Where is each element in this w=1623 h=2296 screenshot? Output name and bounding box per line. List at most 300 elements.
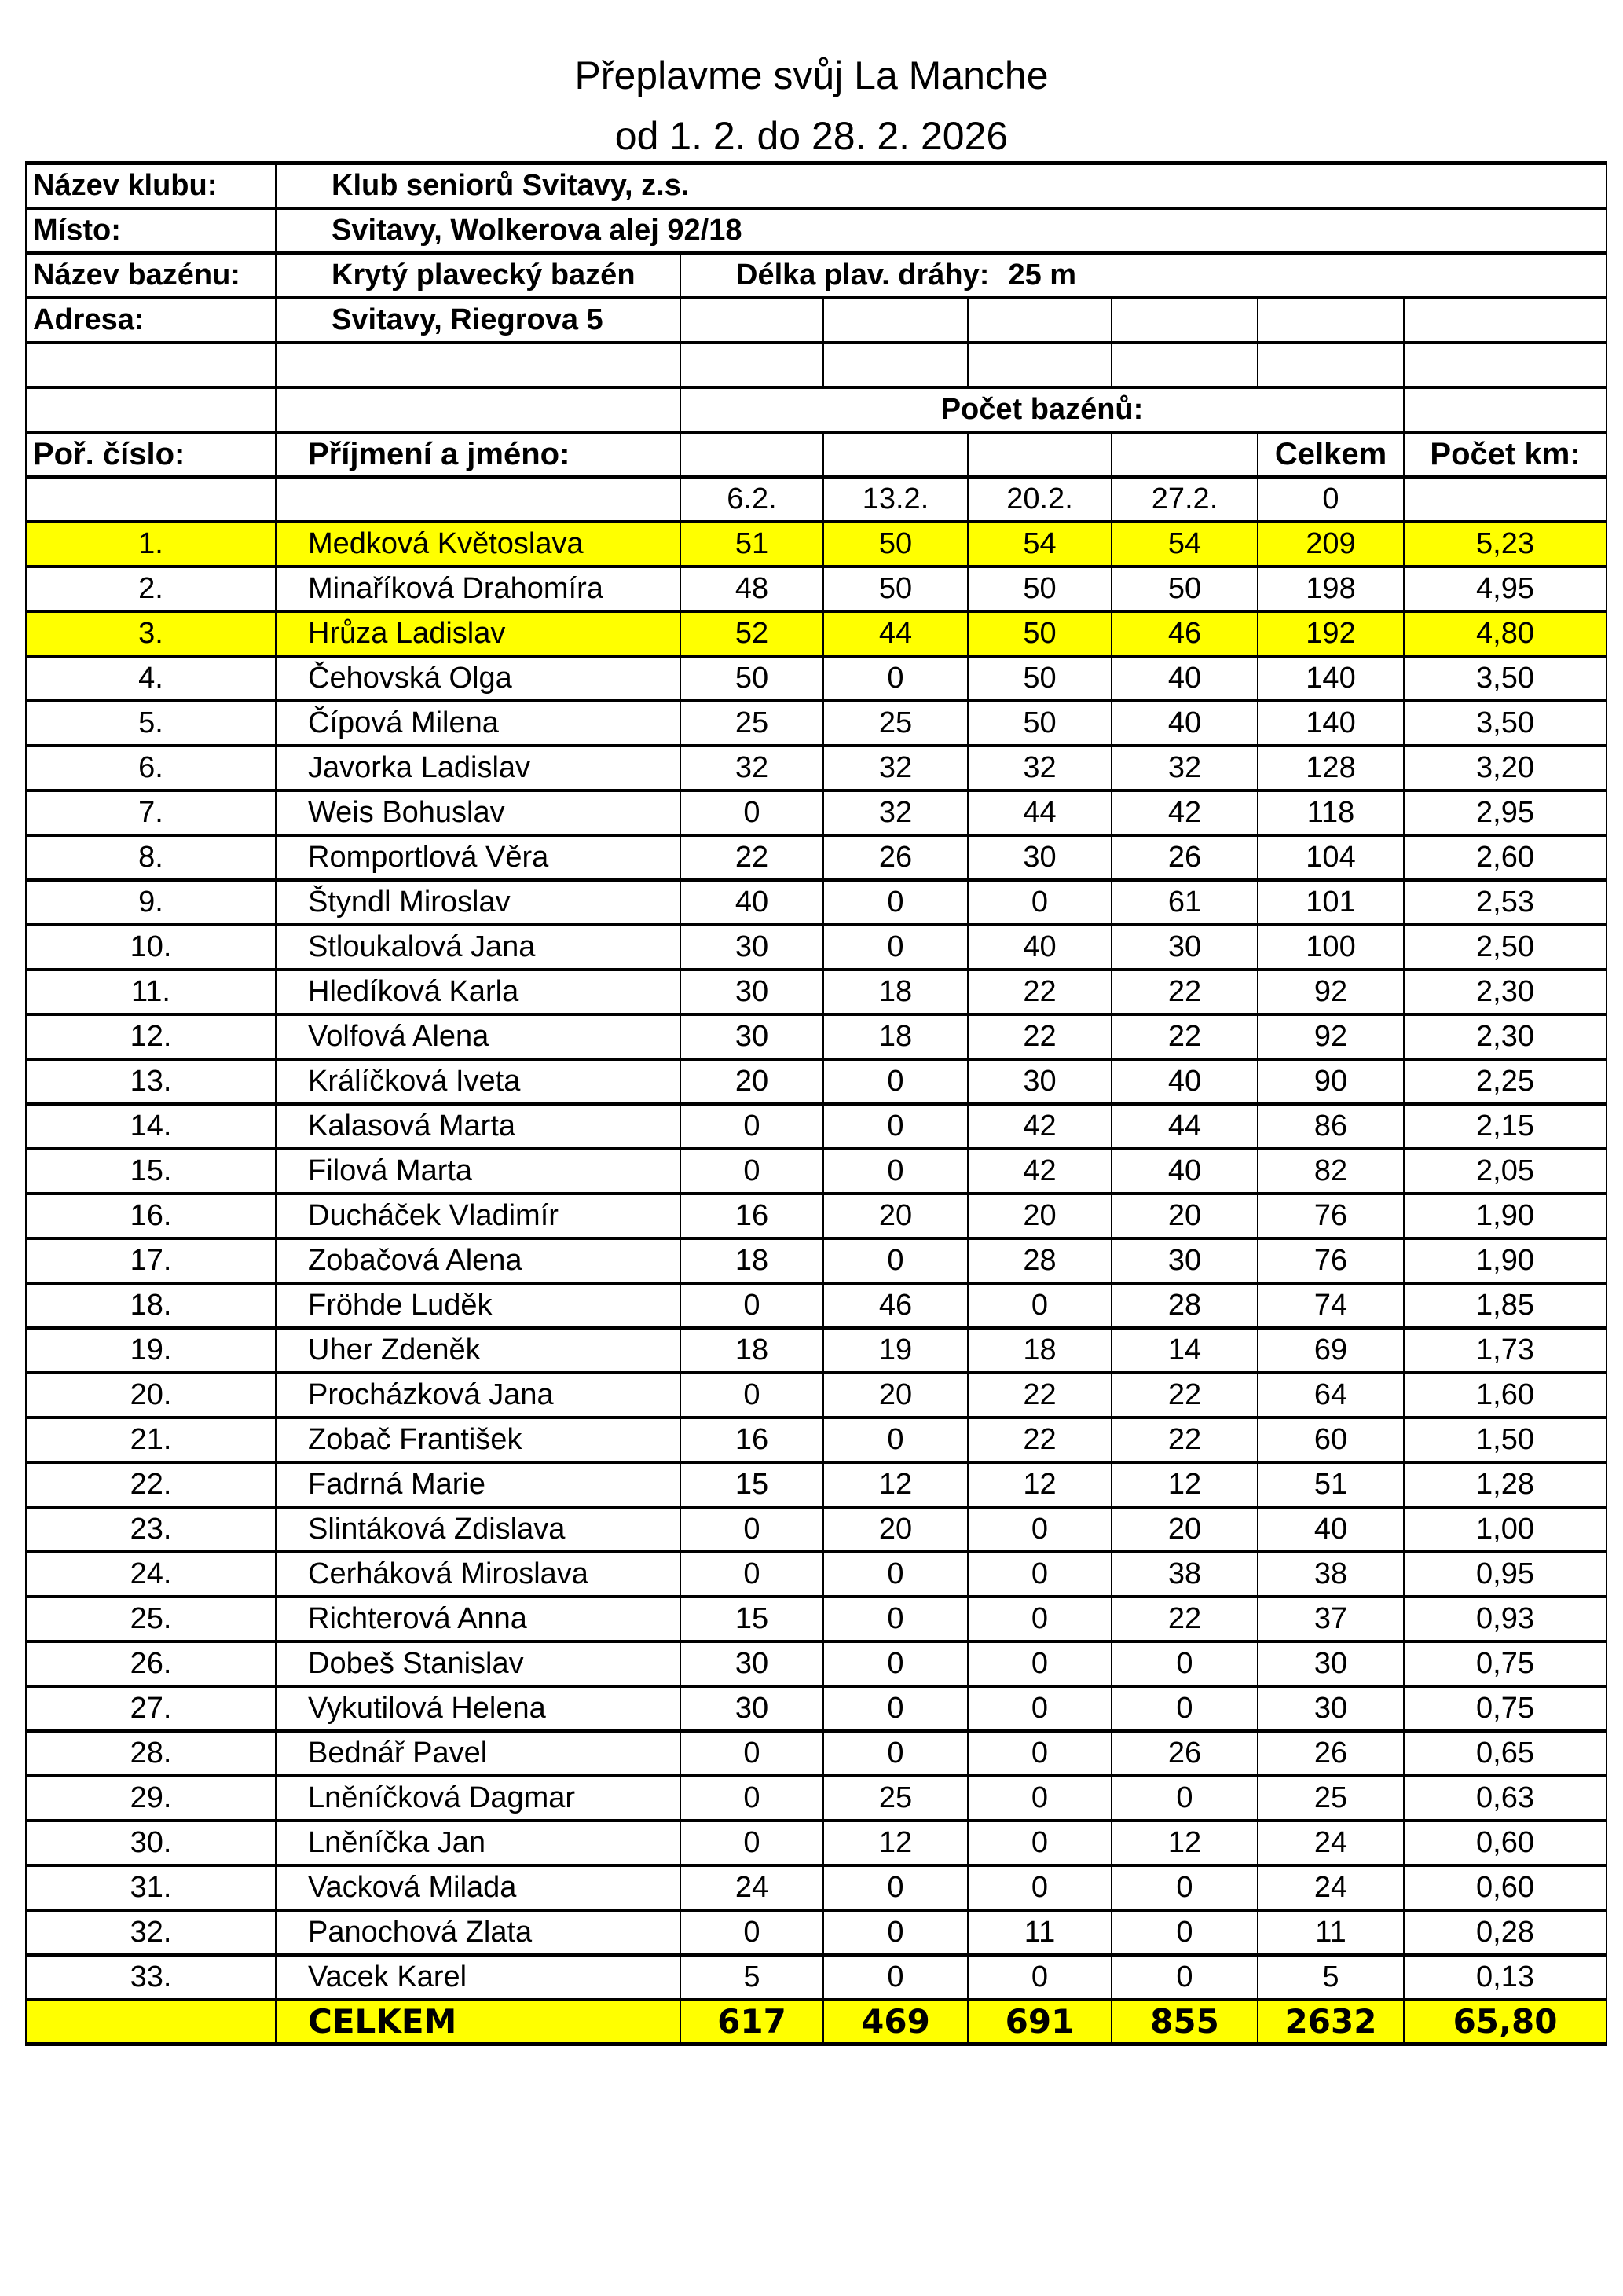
week1-cell: 0 bbox=[680, 1149, 823, 1194]
table-row bbox=[26, 746, 1607, 790]
week4-cell: 22 bbox=[1112, 970, 1258, 1014]
total-cell: 69 bbox=[1258, 1328, 1404, 1373]
week2-cell: 20 bbox=[823, 1194, 968, 1238]
empty-cell bbox=[276, 343, 680, 387]
week3-cell: 40 bbox=[968, 925, 1112, 970]
name-cell: Čípová Milena bbox=[276, 701, 680, 746]
week4-cell: 30 bbox=[1112, 925, 1258, 970]
week2-cell: 20 bbox=[823, 1507, 968, 1552]
week4-cell: 20 bbox=[1112, 1507, 1258, 1552]
empty-cell bbox=[1112, 298, 1258, 343]
total-cell: 30 bbox=[1258, 1686, 1404, 1731]
header-row-pool-count bbox=[26, 387, 1607, 432]
name-cell: Kalasová Marta bbox=[276, 1104, 680, 1149]
table-row bbox=[26, 567, 1607, 611]
address-label: Adresa: bbox=[26, 298, 276, 343]
table-row bbox=[26, 1955, 1607, 2000]
week1-cell: 15 bbox=[680, 1462, 823, 1507]
rank-cell: 28. bbox=[26, 1731, 276, 1776]
rank-cell: 4. bbox=[26, 656, 276, 701]
week4-cell: 32 bbox=[1112, 746, 1258, 790]
name-cell: Stloukalová Jana bbox=[276, 925, 680, 970]
pool-count-header: Počet bazénů: bbox=[680, 387, 1404, 432]
table-row bbox=[26, 835, 1607, 880]
week3-cell: 42 bbox=[968, 1149, 1112, 1194]
total-cell: 37 bbox=[1258, 1597, 1404, 1641]
table-row bbox=[26, 790, 1607, 835]
rank-cell: 14. bbox=[26, 1104, 276, 1149]
week1-cell: 0 bbox=[680, 1552, 823, 1597]
week2-cell: 0 bbox=[823, 1910, 968, 1955]
table-row bbox=[26, 611, 1607, 656]
total-cell: 60 bbox=[1258, 1418, 1404, 1462]
table-row bbox=[26, 656, 1607, 701]
km-cell: 3,50 bbox=[1404, 701, 1607, 746]
week1-cell: 20 bbox=[680, 1059, 823, 1104]
name-cell: Zobačová Alena bbox=[276, 1238, 680, 1283]
address-value: Svitavy, Riegrova 5 bbox=[276, 298, 680, 343]
week4-cell: 26 bbox=[1112, 835, 1258, 880]
week2-cell: 25 bbox=[823, 1776, 968, 1821]
rank-cell: 33. bbox=[26, 1955, 276, 2000]
name-cell: Slintáková Zdislava bbox=[276, 1507, 680, 1552]
total-cell: 192 bbox=[1258, 611, 1404, 656]
week1-cell: 0 bbox=[680, 1104, 823, 1149]
totals-km: 65,80 bbox=[1404, 2000, 1607, 2045]
week3-cell: 0 bbox=[968, 1955, 1112, 2000]
club-label: Název klubu: bbox=[26, 163, 276, 208]
info-row-address bbox=[26, 298, 1607, 343]
week4-cell: 46 bbox=[1112, 611, 1258, 656]
name-cell: Volfová Alena bbox=[276, 1014, 680, 1059]
km-cell: 2,15 bbox=[1404, 1104, 1607, 1149]
week1-cell: 0 bbox=[680, 790, 823, 835]
name-cell: Panochová Zlata bbox=[276, 1910, 680, 1955]
rank-cell: 30. bbox=[26, 1821, 276, 1865]
week2-cell: 32 bbox=[823, 746, 968, 790]
rank-cell: 7. bbox=[26, 790, 276, 835]
info-row-club bbox=[26, 163, 1607, 208]
table-row bbox=[26, 701, 1607, 746]
km-cell: 0,60 bbox=[1404, 1821, 1607, 1865]
week2-cell: 0 bbox=[823, 1731, 968, 1776]
total-cell: 24 bbox=[1258, 1865, 1404, 1910]
km-cell: 2,60 bbox=[1404, 835, 1607, 880]
page-subtitle-date-range: od 1. 2. do 28. 2. 2026 bbox=[614, 114, 1009, 158]
rank-header: Poř. číslo: bbox=[26, 432, 276, 477]
empty-cell bbox=[1404, 387, 1607, 432]
week4-cell: 40 bbox=[1112, 656, 1258, 701]
km-cell: 0,60 bbox=[1404, 1865, 1607, 1910]
total-cell: 128 bbox=[1258, 746, 1404, 790]
week2-cell: 26 bbox=[823, 835, 968, 880]
km-cell: 3,20 bbox=[1404, 746, 1607, 790]
km-cell: 1,90 bbox=[1404, 1238, 1607, 1283]
week3-cell: 50 bbox=[968, 701, 1112, 746]
empty-cell bbox=[968, 343, 1112, 387]
empty-cell bbox=[1112, 343, 1258, 387]
km-cell: 0,95 bbox=[1404, 1552, 1607, 1597]
table-row bbox=[26, 1641, 1607, 1686]
lane-length-cell bbox=[680, 253, 1607, 298]
week4-cell: 54 bbox=[1112, 522, 1258, 567]
name-cell: Vacek Karel bbox=[276, 1955, 680, 2000]
week2-cell: 0 bbox=[823, 1865, 968, 1910]
week4-cell: 0 bbox=[1112, 1955, 1258, 2000]
table-row bbox=[26, 880, 1607, 925]
name-cell: Bednář Pavel bbox=[276, 1731, 680, 1776]
date-header-4: 27.2. bbox=[1112, 477, 1258, 522]
rank-cell: 2. bbox=[26, 567, 276, 611]
week2-cell: 0 bbox=[823, 925, 968, 970]
rank-cell: 13. bbox=[26, 1059, 276, 1104]
week2-cell: 18 bbox=[823, 970, 968, 1014]
km-cell: 0,28 bbox=[1404, 1910, 1607, 1955]
name-cell: Fadrná Marie bbox=[276, 1462, 680, 1507]
km-cell: 1,00 bbox=[1404, 1507, 1607, 1552]
week1-cell: 0 bbox=[680, 1731, 823, 1776]
week4-cell: 30 bbox=[1112, 1238, 1258, 1283]
name-cell: Weis Bohuslav bbox=[276, 790, 680, 835]
km-cell: 0,13 bbox=[1404, 1955, 1607, 2000]
week2-cell: 0 bbox=[823, 1104, 968, 1149]
name-cell: Filová Marta bbox=[276, 1149, 680, 1194]
week2-cell: 50 bbox=[823, 522, 968, 567]
name-cell: Procházková Jana bbox=[276, 1373, 680, 1418]
week1-cell: 52 bbox=[680, 611, 823, 656]
pool-value: Krytý plavecký bazén bbox=[276, 253, 680, 298]
week3-cell: 18 bbox=[968, 1328, 1112, 1373]
total-cell: 5 bbox=[1258, 1955, 1404, 2000]
week3-cell: 50 bbox=[968, 656, 1112, 701]
week1-cell: 18 bbox=[680, 1238, 823, 1283]
week3-cell: 20 bbox=[968, 1194, 1112, 1238]
week2-cell: 0 bbox=[823, 656, 968, 701]
week3-cell: 0 bbox=[968, 1686, 1112, 1731]
week4-cell: 40 bbox=[1112, 701, 1258, 746]
total-cell: 101 bbox=[1258, 880, 1404, 925]
week1-cell: 51 bbox=[680, 522, 823, 567]
empty-cell bbox=[1404, 477, 1607, 522]
week4-cell: 0 bbox=[1112, 1641, 1258, 1686]
total-cell: 64 bbox=[1258, 1373, 1404, 1418]
week4-cell: 42 bbox=[1112, 790, 1258, 835]
rank-cell: 11. bbox=[26, 970, 276, 1014]
km-cell: 4,80 bbox=[1404, 611, 1607, 656]
km-cell: 1,50 bbox=[1404, 1418, 1607, 1462]
week1-cell: 40 bbox=[680, 880, 823, 925]
total-cell: 118 bbox=[1258, 790, 1404, 835]
km-cell: 1,90 bbox=[1404, 1194, 1607, 1238]
km-cell: 1,28 bbox=[1404, 1462, 1607, 1507]
km-cell: 2,53 bbox=[1404, 880, 1607, 925]
info-row-pool bbox=[26, 253, 1607, 298]
table-row bbox=[26, 1910, 1607, 1955]
week3-cell: 22 bbox=[968, 1418, 1112, 1462]
week4-cell: 0 bbox=[1112, 1865, 1258, 1910]
week3-cell: 0 bbox=[968, 1641, 1112, 1686]
total-cell: 11 bbox=[1258, 1910, 1404, 1955]
week2-cell: 0 bbox=[823, 1955, 968, 2000]
week1-cell: 25 bbox=[680, 701, 823, 746]
rank-cell: 31. bbox=[26, 1865, 276, 1910]
totals-row bbox=[26, 2000, 1607, 2045]
rank-cell: 3. bbox=[26, 611, 276, 656]
pool-label: Název bazénu: bbox=[26, 253, 276, 298]
rank-cell: 25. bbox=[26, 1597, 276, 1641]
week4-cell: 40 bbox=[1112, 1149, 1258, 1194]
empty-cell bbox=[680, 298, 823, 343]
week3-cell: 50 bbox=[968, 567, 1112, 611]
name-cell: Králíčková Iveta bbox=[276, 1059, 680, 1104]
lane-length-label: Délka plav. dráhy: bbox=[736, 258, 990, 292]
name-cell: Cerháková Miroslava bbox=[276, 1552, 680, 1597]
week3-cell: 11 bbox=[968, 1910, 1112, 1955]
week3-cell: 22 bbox=[968, 970, 1112, 1014]
total-cell: 86 bbox=[1258, 1104, 1404, 1149]
total-cell: 76 bbox=[1258, 1238, 1404, 1283]
km-cell: 2,30 bbox=[1404, 970, 1607, 1014]
name-cell: Minaříková Drahomíra bbox=[276, 567, 680, 611]
page-title: Přeplavme svůj La Manche bbox=[574, 53, 1049, 97]
week1-cell: 0 bbox=[680, 1283, 823, 1328]
total-cell: 140 bbox=[1258, 701, 1404, 746]
week4-cell: 38 bbox=[1112, 1552, 1258, 1597]
week1-cell: 22 bbox=[680, 835, 823, 880]
info-row-place bbox=[26, 208, 1607, 253]
week4-cell: 0 bbox=[1112, 1776, 1258, 1821]
rank-cell: 12. bbox=[26, 1014, 276, 1059]
rank-cell: 32. bbox=[26, 1910, 276, 1955]
week3-cell: 0 bbox=[968, 1283, 1112, 1328]
table-row bbox=[26, 1238, 1607, 1283]
week3-cell: 50 bbox=[968, 611, 1112, 656]
km-cell: 3,50 bbox=[1404, 656, 1607, 701]
week1-cell: 30 bbox=[680, 925, 823, 970]
week3-cell: 22 bbox=[968, 1014, 1112, 1059]
week3-cell: 42 bbox=[968, 1104, 1112, 1149]
week4-cell: 44 bbox=[1112, 1104, 1258, 1149]
rank-cell: 6. bbox=[26, 746, 276, 790]
week4-cell: 22 bbox=[1112, 1373, 1258, 1418]
week4-cell: 14 bbox=[1112, 1328, 1258, 1373]
rank-cell: 8. bbox=[26, 835, 276, 880]
totals-week4: 855 bbox=[1112, 2000, 1258, 2045]
week3-cell: 54 bbox=[968, 522, 1112, 567]
total-cell: 209 bbox=[1258, 522, 1404, 567]
week4-cell: 20 bbox=[1112, 1194, 1258, 1238]
club-value: Klub seniorů Svitavy, z.s. bbox=[276, 163, 1607, 208]
table-row bbox=[26, 1462, 1607, 1507]
week4-cell: 22 bbox=[1112, 1597, 1258, 1641]
week2-cell: 0 bbox=[823, 1552, 968, 1597]
table-row bbox=[26, 1373, 1607, 1418]
rank-cell: 1. bbox=[26, 522, 276, 567]
total-cell: 198 bbox=[1258, 567, 1404, 611]
week4-cell: 22 bbox=[1112, 1014, 1258, 1059]
totals-total: 2632 bbox=[1258, 2000, 1404, 2045]
table-row bbox=[26, 1821, 1607, 1865]
name-cell: Vacková Milada bbox=[276, 1865, 680, 1910]
total-cell: 25 bbox=[1258, 1776, 1404, 1821]
empty-cell bbox=[1404, 343, 1607, 387]
name-cell: Medková Květoslava bbox=[276, 522, 680, 567]
date-header-2: 13.2. bbox=[823, 477, 968, 522]
week3-cell: 30 bbox=[968, 1059, 1112, 1104]
week1-cell: 24 bbox=[680, 1865, 823, 1910]
table-row bbox=[26, 1014, 1607, 1059]
table-row bbox=[26, 925, 1607, 970]
total-cell: 90 bbox=[1258, 1059, 1404, 1104]
empty-cell bbox=[276, 387, 680, 432]
km-header: Počet km: bbox=[1404, 432, 1607, 477]
empty-cell bbox=[26, 477, 276, 522]
km-cell: 2,25 bbox=[1404, 1059, 1607, 1104]
name-cell: Lněníčka Jan bbox=[276, 1821, 680, 1865]
rank-cell: 17. bbox=[26, 1238, 276, 1283]
rank-cell: 27. bbox=[26, 1686, 276, 1731]
rank-cell: 5. bbox=[26, 701, 276, 746]
week2-cell: 18 bbox=[823, 1014, 968, 1059]
rank-cell: 9. bbox=[26, 880, 276, 925]
week3-cell: 0 bbox=[968, 880, 1112, 925]
km-cell: 2,95 bbox=[1404, 790, 1607, 835]
total-cell: 40 bbox=[1258, 1507, 1404, 1552]
week3-cell: 0 bbox=[968, 1821, 1112, 1865]
week1-cell: 5 bbox=[680, 1955, 823, 2000]
rank-cell: 26. bbox=[26, 1641, 276, 1686]
week1-cell: 18 bbox=[680, 1328, 823, 1373]
km-cell: 0,75 bbox=[1404, 1686, 1607, 1731]
week4-cell: 26 bbox=[1112, 1731, 1258, 1776]
week1-cell: 0 bbox=[680, 1507, 823, 1552]
totals-week3: 691 bbox=[968, 2000, 1112, 2045]
week1-cell: 30 bbox=[680, 1641, 823, 1686]
rank-cell: 20. bbox=[26, 1373, 276, 1418]
week3-cell: 0 bbox=[968, 1731, 1112, 1776]
km-cell: 0,63 bbox=[1404, 1776, 1607, 1821]
name-cell: Dobeš Stanislav bbox=[276, 1641, 680, 1686]
results-table bbox=[25, 161, 1607, 2046]
week1-cell: 16 bbox=[680, 1418, 823, 1462]
rank-cell: 16. bbox=[26, 1194, 276, 1238]
week2-cell: 12 bbox=[823, 1462, 968, 1507]
week2-cell: 12 bbox=[823, 1821, 968, 1865]
table-row bbox=[26, 1552, 1607, 1597]
week1-cell: 30 bbox=[680, 1686, 823, 1731]
date-header-3: 20.2. bbox=[968, 477, 1112, 522]
name-cell: Uher Zdeněk bbox=[276, 1328, 680, 1373]
name-cell: Lněníčková Dagmar bbox=[276, 1776, 680, 1821]
total-cell: 100 bbox=[1258, 925, 1404, 970]
week2-cell: 0 bbox=[823, 1238, 968, 1283]
total-cell: 51 bbox=[1258, 1462, 1404, 1507]
total-cell: 92 bbox=[1258, 1014, 1404, 1059]
name-cell: Javorka Ladislav bbox=[276, 746, 680, 790]
week2-cell: 32 bbox=[823, 790, 968, 835]
name-cell: Zobač František bbox=[276, 1418, 680, 1462]
week1-cell: 30 bbox=[680, 1014, 823, 1059]
km-cell: 5,23 bbox=[1404, 522, 1607, 567]
table-row bbox=[26, 970, 1607, 1014]
rank-cell: 18. bbox=[26, 1283, 276, 1328]
name-cell: Čehovská Olga bbox=[276, 656, 680, 701]
name-cell: Štyndl Miroslav bbox=[276, 880, 680, 925]
place-label: Místo: bbox=[26, 208, 276, 253]
empty-row bbox=[26, 343, 1607, 387]
total-cell: 140 bbox=[1258, 656, 1404, 701]
totals-label: CELKEM bbox=[276, 2000, 680, 2045]
header-row-columns bbox=[26, 432, 1607, 477]
empty-cell bbox=[823, 432, 968, 477]
totals-empty-cell bbox=[26, 2000, 276, 2045]
week1-cell: 48 bbox=[680, 567, 823, 611]
km-cell: 0,65 bbox=[1404, 1731, 1607, 1776]
week2-cell: 0 bbox=[823, 1149, 968, 1194]
name-cell: Romportlová Věra bbox=[276, 835, 680, 880]
table-row bbox=[26, 1283, 1607, 1328]
rank-cell: 29. bbox=[26, 1776, 276, 1821]
empty-cell bbox=[823, 343, 968, 387]
km-cell: 2,50 bbox=[1404, 925, 1607, 970]
table-row bbox=[26, 1328, 1607, 1373]
km-cell: 2,05 bbox=[1404, 1149, 1607, 1194]
empty-cell bbox=[968, 432, 1112, 477]
km-cell: 4,95 bbox=[1404, 567, 1607, 611]
week2-cell: 44 bbox=[823, 611, 968, 656]
week4-cell: 50 bbox=[1112, 567, 1258, 611]
empty-cell bbox=[26, 387, 276, 432]
week4-cell: 28 bbox=[1112, 1283, 1258, 1328]
km-cell: 1,60 bbox=[1404, 1373, 1607, 1418]
week2-cell: 0 bbox=[823, 1597, 968, 1641]
name-cell: Richterová Anna bbox=[276, 1597, 680, 1641]
empty-cell bbox=[680, 343, 823, 387]
total-header: Celkem bbox=[1258, 432, 1404, 477]
week3-cell: 0 bbox=[968, 1507, 1112, 1552]
empty-cell bbox=[276, 477, 680, 522]
rank-cell: 24. bbox=[26, 1552, 276, 1597]
total-cell: 76 bbox=[1258, 1194, 1404, 1238]
empty-cell bbox=[1258, 298, 1404, 343]
week3-cell: 0 bbox=[968, 1552, 1112, 1597]
table-row bbox=[26, 1418, 1607, 1462]
km-cell: 1,85 bbox=[1404, 1283, 1607, 1328]
rank-cell: 15. bbox=[26, 1149, 276, 1194]
name-header: Příjmení a jméno: bbox=[276, 432, 680, 477]
week2-cell: 50 bbox=[823, 567, 968, 611]
name-cell: Ducháček Vladimír bbox=[276, 1194, 680, 1238]
week1-cell: 30 bbox=[680, 970, 823, 1014]
empty-cell bbox=[1112, 432, 1258, 477]
name-cell: Hledíková Karla bbox=[276, 970, 680, 1014]
week3-cell: 0 bbox=[968, 1597, 1112, 1641]
week4-cell: 22 bbox=[1112, 1418, 1258, 1462]
date-header-1: 6.2. bbox=[680, 477, 823, 522]
name-cell: Fröhde Luděk bbox=[276, 1283, 680, 1328]
table-row bbox=[26, 1507, 1607, 1552]
week4-cell: 40 bbox=[1112, 1059, 1258, 1104]
table-row bbox=[26, 1731, 1607, 1776]
km-cell: 1,73 bbox=[1404, 1328, 1607, 1373]
total-cell: 30 bbox=[1258, 1641, 1404, 1686]
week1-cell: 15 bbox=[680, 1597, 823, 1641]
week2-cell: 0 bbox=[823, 1641, 968, 1686]
table-row bbox=[26, 1776, 1607, 1821]
week2-cell: 19 bbox=[823, 1328, 968, 1373]
week1-cell: 32 bbox=[680, 746, 823, 790]
week2-cell: 0 bbox=[823, 880, 968, 925]
